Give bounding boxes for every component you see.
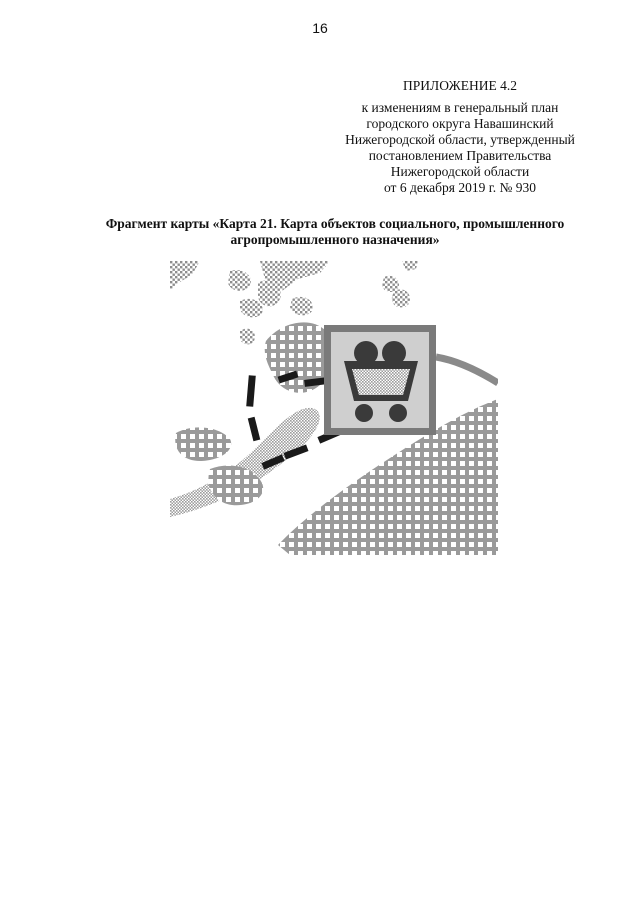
fragment-title-line: агропромышленного назначения»: [230, 232, 440, 247]
appendix-line: Нижегородской области, утвержденный: [345, 132, 575, 147]
road: [436, 357, 498, 383]
appendix-line: Нижегородской области: [390, 164, 530, 179]
forest-area: [402, 261, 418, 271]
forest-area: [240, 299, 263, 317]
page-number: 16: [312, 20, 328, 36]
fragment-title: [90, 216, 580, 248]
settlement-area: [175, 427, 231, 461]
appendix-line: городского округа Навашинский: [366, 116, 554, 131]
forest-area: [240, 329, 255, 345]
forest-area: [228, 270, 251, 291]
fragment-title-line: Фрагмент карты «Карта 21. Карта объектов социального, промышленного: [105, 216, 565, 231]
map-svg: [170, 261, 498, 555]
appendix-heading: ПРИЛОЖЕНИЕ 4.2: [403, 78, 517, 93]
appendix-line: постановлением Правительства: [368, 148, 552, 163]
map-fragment: [170, 261, 498, 555]
appendix-line: от 6 декабря 2019 г. № 930: [383, 180, 537, 195]
appendix-block: [330, 78, 590, 196]
forest-area: [290, 297, 313, 315]
appendix-line: к изменениям в генеральный план: [361, 100, 559, 115]
forest-area: [170, 261, 200, 291]
forest-area: [382, 276, 399, 292]
mining-cart-icon: [324, 325, 436, 435]
forest-area: [392, 289, 410, 307]
